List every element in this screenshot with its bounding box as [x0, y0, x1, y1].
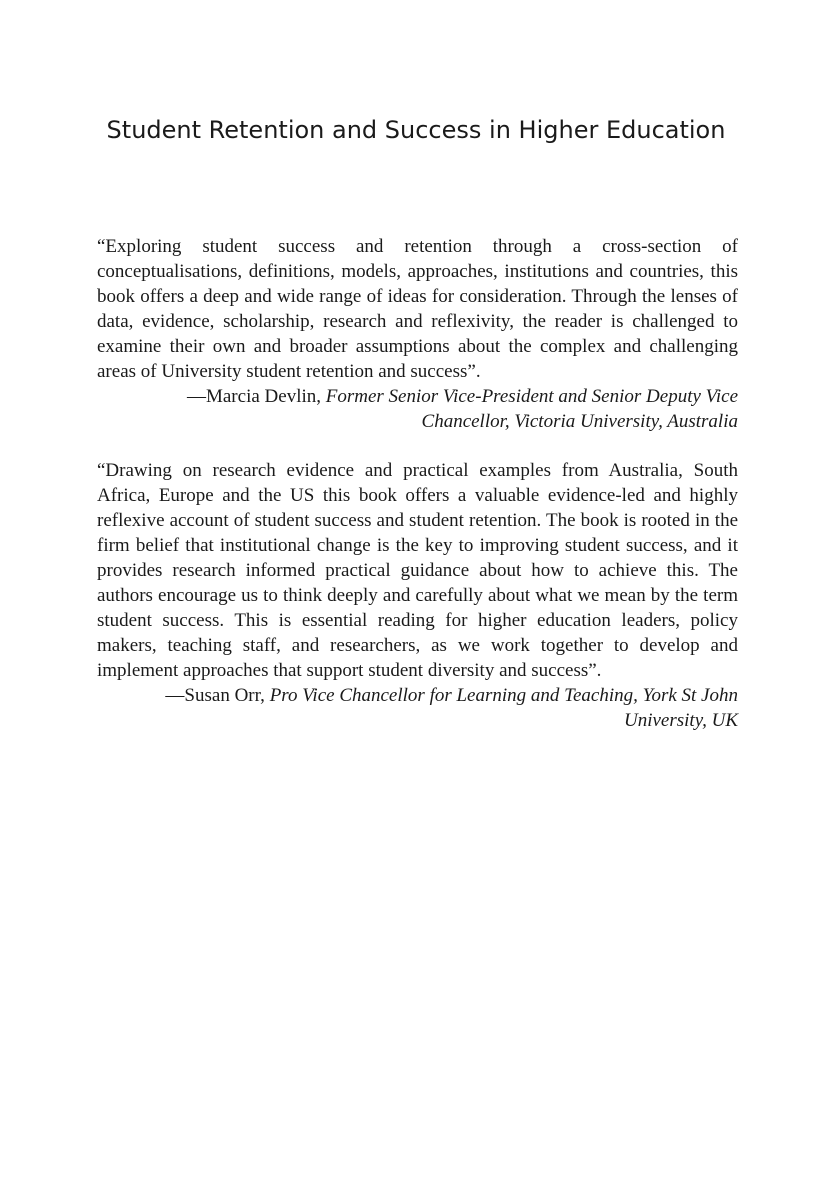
endorser-affiliation: Pro Vice Chancellor for Learning and Teaching, York St John University, UK [269, 685, 738, 731]
endorsement-quote: “Drawing on research evidence and practical examples from Australia, South Africa, Europe and the US this book offers a valuable evidence-led and highly reflexive account of student success and student retention. The book is rooted in the firm belief that institutional change is the key to improving student success, and it provides research informed practical guidance about how to achieve this. The authors encourage us to think deeply and carefully about what we mean by the term student success. This is essential reading for higher education leaders, policy makers, teaching staff, and researchers, as we work together to develop and implement approaches that support student diversity and success”. [97, 460, 738, 681]
endorsement-quote: “Exploring student success and retention through a cross-section of conceptualisations, definitions, models, approaches, institutions and countries, this book offers a deep and wide range of ideas for consideration. Through the lenses of data, evidence, scholarship, research and reflexivity, the reader is challenged to examine their own and broader assumptions about the complex and challenging areas of University student retention and success”. [97, 236, 738, 382]
endorser-name: —Susan Orr, [165, 685, 265, 706]
page-title: Student Retention and Success in Higher Education [106, 116, 726, 144]
endorsement-2 [97, 458, 738, 733]
endorser-affiliation: Former Senior Vice-President and Senior Deputy Vice Chancellor, Victoria University, Australia [325, 386, 738, 432]
endorsement-1 [97, 234, 738, 434]
endorser-name: —Marcia Devlin, [186, 386, 321, 407]
endorsement-attribution [97, 683, 738, 733]
endorsement-attribution [97, 384, 738, 434]
